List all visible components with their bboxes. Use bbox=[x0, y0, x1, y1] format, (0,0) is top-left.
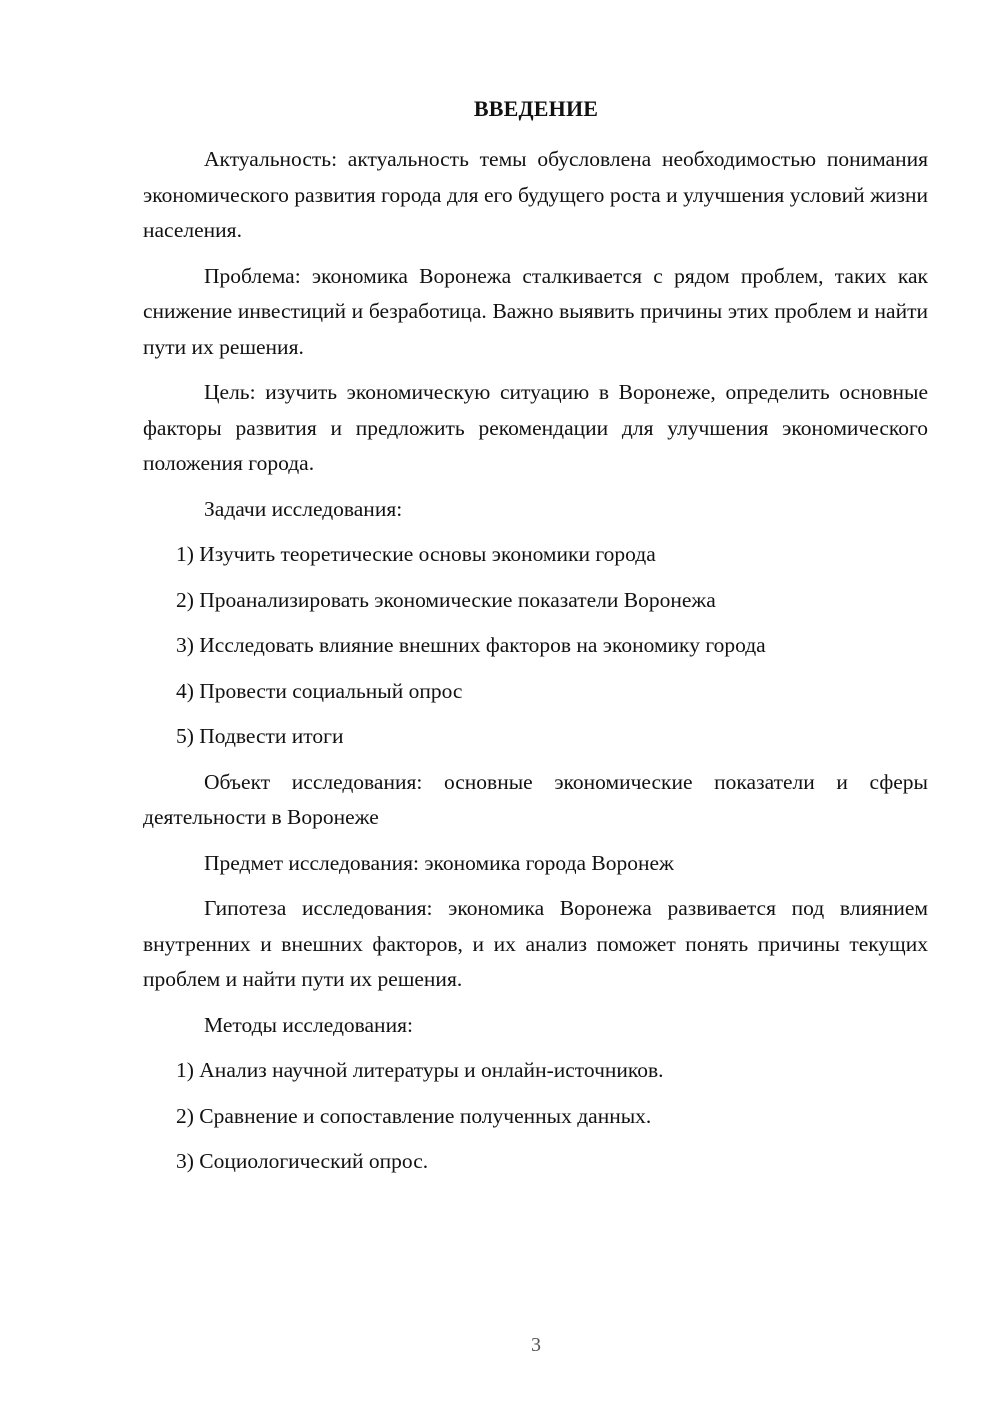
list-item: 1) Анализ научной литературы и онлайн-источников. bbox=[176, 1058, 664, 1082]
list-item: 2) Проанализировать экономические показатели Воронежа bbox=[176, 587, 716, 612]
hypothesis-paragraph: Гипотеза исследования: экономика Воронежа развивается под влиянием внутренних и внешних факторов, и их анализ поможет понять причины текущих проблем и найти пути их решения. bbox=[143, 896, 928, 991]
document-body bbox=[143, 142, 928, 1190]
page-title: ВВЕДЕНИЕ bbox=[473, 96, 599, 121]
problem-paragraph: Проблема: экономика Воронежа сталкивается с рядом проблем, таких как снижение инвестиций и безработица. Важно выявить причины этих проблем и найти пути их решения. bbox=[143, 263, 928, 359]
relevance-paragraph: Актуальность: актуальность темы обусловлена необходимостью понимания экономического развития города для его будущего роста и улучшения условий жизни населения. bbox=[143, 147, 928, 242]
goal-paragraph: Цель: изучить экономическую ситуацию в Воронеже, определить основные факторы развития и предложить рекомендации для улучшения экономического положения города. bbox=[143, 380, 928, 475]
methods-list bbox=[143, 1053, 928, 1180]
list-item: 5) Подвести итоги bbox=[176, 724, 344, 748]
list-item: 1) Изучить теоретические основы экономики города bbox=[176, 542, 656, 566]
tasks-label: Задачи исследования: bbox=[204, 496, 403, 521]
methods-label: Методы исследования: bbox=[204, 1012, 413, 1037]
list-item: 3) Социологический опрос. bbox=[176, 1149, 429, 1173]
list-item: 2) Сравнение и сопоставление полученных данных. bbox=[176, 1103, 652, 1128]
list-item: 3) Исследовать влияние внешних факторов на экономику города bbox=[176, 633, 766, 657]
object-paragraph: Объект исследования: основные экономические показатели и сферы деятельности в Воронеже bbox=[143, 769, 928, 829]
tasks-list bbox=[143, 537, 928, 755]
list-item: 4) Провести социальный опрос bbox=[176, 678, 463, 703]
page-number: 3 bbox=[531, 1334, 541, 1356]
subject-paragraph: Предмет исследования: экономика города Воронеж bbox=[204, 850, 674, 875]
